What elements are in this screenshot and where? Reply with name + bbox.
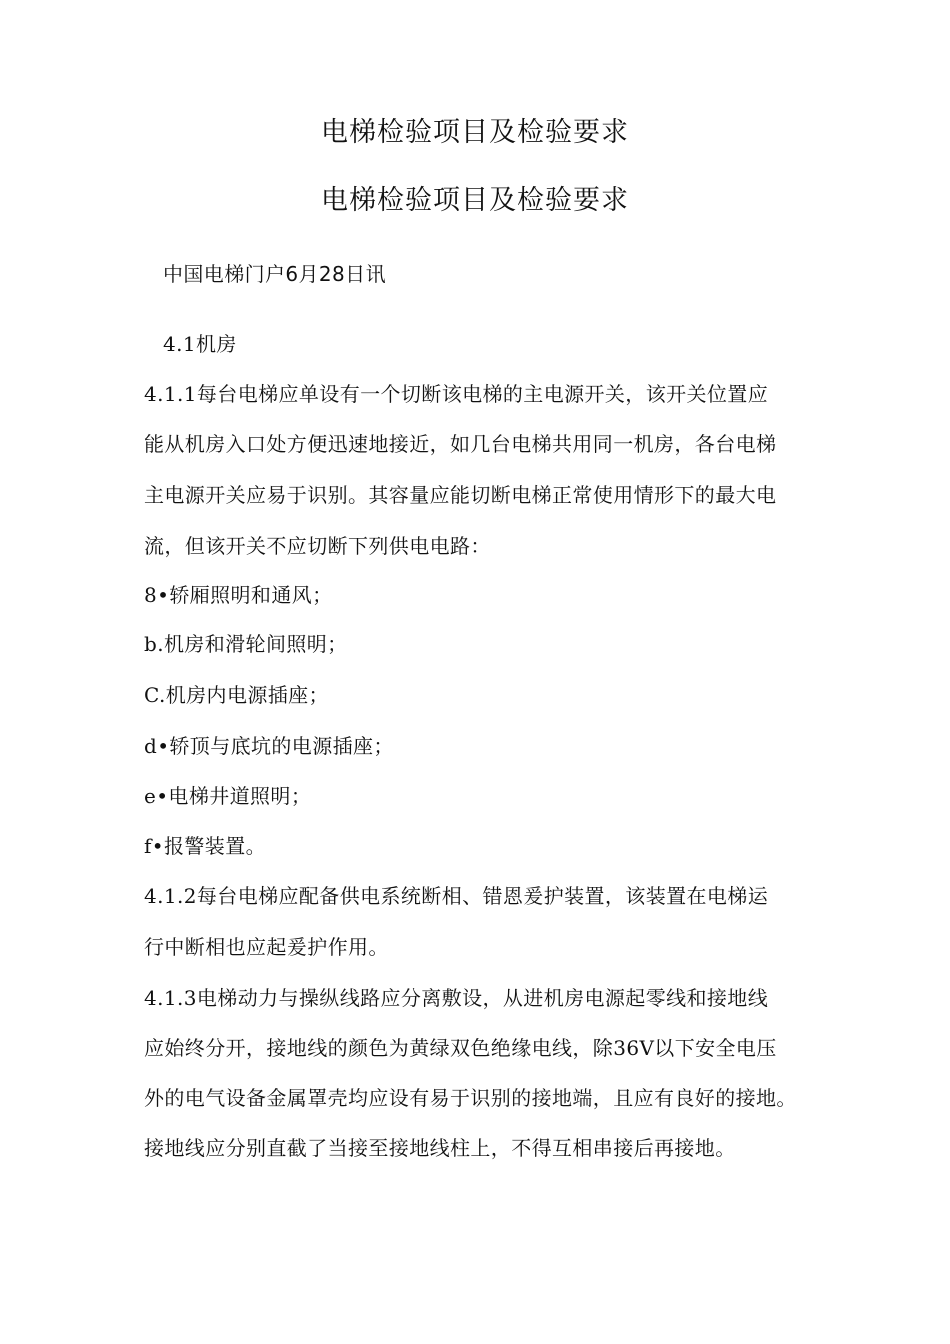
list-item: e•电梯井道照明； xyxy=(144,784,312,808)
list-item: C.机房内电源插座； xyxy=(144,683,329,707)
paragraph-line: 4.1.2每台电梯应配备供电系统断相、错恩爰护装置，该装置在电梯运 xyxy=(144,884,769,908)
document-subtitle: 电梯检验项目及检验要求 xyxy=(321,185,629,216)
document-title: 电梯检验项目及检验要求 xyxy=(321,117,629,148)
list-item: b.机房和滑轮间照明； xyxy=(144,632,348,656)
paragraph-line: 主电源开关应易于识别。其容量应能切断电梯正常使用情形下的最大电 xyxy=(144,483,777,507)
section-heading: 4.1机房 xyxy=(163,332,237,356)
list-item: 8•轿厢照明和通风； xyxy=(144,583,333,607)
paragraph-line: 行中断相也应起爰护作用。 xyxy=(144,935,389,959)
paragraph-line: 外的电气设备金属罩壳均应设有易于识别的接地端，且应有良好的接地。 xyxy=(144,1086,797,1110)
list-item: d•轿顶与底坑的电源插座； xyxy=(144,734,394,758)
paragraph-line: 4.1.3电梯动力与操纵线路应分离敷设，从进机房电源起零线和接地线 xyxy=(144,986,769,1010)
paragraph-line: 流，但该开关不应切断下列供电电路： xyxy=(144,534,491,558)
paragraph-line: 接地线应分别直截了当接至接地线柱上，不得互相串接后再接地。 xyxy=(144,1136,736,1160)
paragraph-line: 应始终分开，接地线的颜色为黄绿双色绝缘电线，除36V以下安全电压 xyxy=(144,1036,777,1060)
list-item: f•报警装置。 xyxy=(144,834,266,858)
paragraph-line: 能从机房入口处方便迅速地接近，如几台电梯共用同一机房，各台电梯 xyxy=(144,432,777,456)
paragraph-line: 4.1.1每台电梯应单设有一个切断该电梯的主电源开关，该开关位置应 xyxy=(144,382,769,406)
source-line: 中国电梯门户6月28日讯 xyxy=(163,262,386,286)
